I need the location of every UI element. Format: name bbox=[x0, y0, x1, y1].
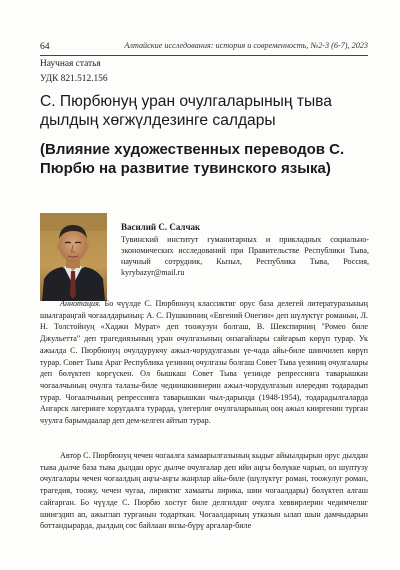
journal-title: Алтайские исследования: история и современность, №2-3 (6-7), 2023 bbox=[124, 41, 368, 50]
abstract-paragraph bbox=[40, 298, 368, 427]
running-header bbox=[40, 41, 368, 53]
title-russian: (Влияние художественных переводов С. Пюрбю на развитие тувинского языка) bbox=[40, 141, 345, 177]
header-rule bbox=[40, 55, 368, 56]
article-type: Научная статья bbox=[40, 59, 101, 69]
author-photo bbox=[40, 213, 107, 301]
author-block bbox=[121, 222, 369, 278]
udc-code: УДК 821.512.156 bbox=[40, 74, 108, 84]
page-number: 64 bbox=[40, 41, 50, 52]
abstract-label: Аннотация. bbox=[60, 299, 101, 308]
abstract-text: Бо чүүлде С. Пюрбюнуң классиктиг орус база делегей литературазының шылгараңгай чогаалдарының: А. С. Пушкинниң «Евгений Онегин» деп шүлүктүг романын, Л. Н. Толстойнуң «Хаджи Мурат» деп тоожузун болгаш, В. Шекспирниң "Ромео биле Джульетта" деп трагедиязының уран очулгазының онзагайлары сайгарып көрүп турар. Ук ажылда С. Пюрбюнуң очулдурукчу ажыл-чорудулгазын үе-чада айы-биле шинчилеп көрүп турар. Совет Тыва Араг Республика үезиниң очулгазы болгаш Совет Тыва үезиниң очулгалары деп бөлүктеп көргүскен. Ол бышкаш Совет Тыва үезинде репрессияга таварышкан чогаалчының очулга талазы-биле чедиишкиннерин ажыл-чорудулгазын илередип тодарадып турар. Чогаалчының репрессияга таварышкан чыл-дарында (1948-1954), тодарадылгаларда Ангарск лагеринге хоругдалга турарда, үлегерлиг очулгаларының ооң ажыл кииргенин турган чуулга барымдаалар деп дем-келген айтып турар. bbox=[40, 299, 368, 426]
author-name: Василий С. Салчак bbox=[121, 222, 201, 232]
title-tuvan: С. Пюрбюнуң уран очулгаларының тыва дылдың хөгжүлдезинге салдары bbox=[40, 93, 332, 129]
body-paragraph: Автор С. Пюрбюнуң чечен чогаалга хамаарылгазының кыдыг айыылдырын орус дылдан тыва дылче база тыва дылдан орус дылче очулгалар деп ийи аңгы бөлүкке чарып, ол шуптузу очулгалары чечен чогаалдың аңгы-аңгы жанрлар айы-биле (шүлүктүг роман, тоожулуг роман, трагедия, тоожу, чечен чугаа, лириктиг хамааты лирика, шии чогаалдары) бөлүктеп алгаш сайгарган. Бо чүүлде С. Пюрбю хостуг биле делгилдиг очулга хеввирлерин чедимчелиг шиигэдип ап, ажыглап турганын тодарткан. Чогаалдарның утказын ылап шын дамчыдарын боттандырарда, дылдың сөс байлаан янзы-бүрү аргалар-биле bbox=[40, 451, 368, 531]
author-affiliation: Тувинский институт гуманитарных и прикладных социально-экономических исследований при Правительстве Республики Тыва, научный сотрудник, Кызыл, Республика Тыва, Россия, kyrybazyr@mail.ru bbox=[121, 235, 369, 277]
